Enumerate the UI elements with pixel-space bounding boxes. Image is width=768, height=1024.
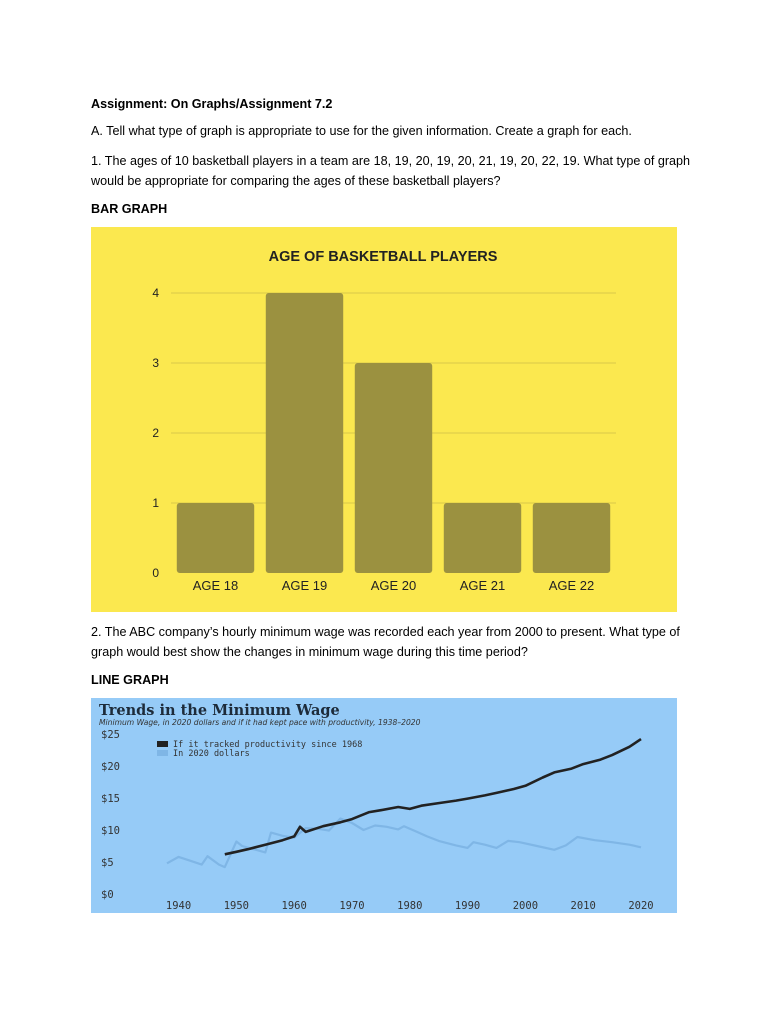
bar-chart-title: AGE OF BASKETBALL PLAYERS: [268, 249, 498, 265]
bar-x-tick-label: AGE 20: [370, 578, 417, 593]
line-chart-subtitle: Minimum Wage, in 2020 dollars and if it had kept pace with productivity, 1938–2020: [99, 718, 421, 727]
line-y-tick-label: $0: [101, 889, 114, 901]
bar-age-21: [444, 503, 521, 573]
line-x-tick-label: 2020: [628, 900, 654, 912]
legend-label-productivity: If it tracked productivity since 1968: [173, 740, 363, 750]
line-x-tick-label: 1960: [281, 900, 307, 912]
bar-x-tick-label: AGE 19: [281, 578, 328, 593]
legend-swatch-productivity: [157, 741, 168, 747]
bar-x-tick-label: AGE 21: [459, 578, 506, 593]
bar-x-tick-label: AGE 22: [548, 578, 595, 593]
bar-chart: [91, 227, 677, 612]
answer-2: LINE GRAPH: [91, 673, 169, 687]
line-chart-svg: [91, 698, 677, 913]
line-y-tick-label: $20: [101, 761, 120, 773]
question-2: 2. The ABC company’s hourly minimum wage was recorded each year from 2000 to present. What type of graph would best show the changes in minimum wage during this time period?: [91, 625, 680, 659]
line-x-tick-label: 1970: [339, 900, 365, 912]
line-x-tick-label: 1950: [223, 900, 250, 912]
bar-y-tick-label: 1: [152, 496, 159, 510]
line-x-tick-label: 1990: [454, 900, 481, 912]
bar-y-tick-label: 0: [152, 566, 159, 580]
bar-age-22: [533, 503, 610, 573]
line-y-tick-label: $10: [101, 825, 120, 837]
legend-label-2020-dollars: In 2020 dollars: [173, 749, 250, 759]
bar-age-20: [355, 363, 432, 573]
bar-age-19: [266, 293, 343, 573]
line-y-tick-label: $5: [101, 857, 114, 869]
line-x-tick-label: 1940: [165, 900, 192, 912]
bar-chart-svg: [91, 227, 677, 612]
line-x-tick-label: 2010: [570, 900, 596, 912]
line-y-tick-label: $15: [101, 793, 120, 805]
bar-x-tick-label: AGE 18: [192, 578, 239, 593]
line-series-2020-dollars: [167, 819, 641, 868]
line-chart-title: Trends in the Minimum Wage: [99, 702, 340, 719]
line-chart: [91, 698, 677, 913]
question-1: 1. The ages of 10 basketball players in a team are 18, 19, 20, 19, 20, 21, 19, 20, 22, 19. What type of graph would be appropriate for comparing the ages of these basketball players?: [91, 154, 691, 188]
line-x-tick-label: 1980: [397, 900, 423, 912]
bar-y-tick-label: 2: [152, 426, 159, 440]
bar-age-18: [177, 503, 254, 573]
line-x-tick-label: 2000: [512, 900, 539, 912]
legend-swatch-2020-dollars: [157, 750, 168, 756]
bar-y-tick-label: 3: [152, 356, 159, 370]
bar-y-tick-label: 4: [152, 286, 159, 300]
answer-1: BAR GRAPH: [91, 202, 168, 216]
line-y-tick-label: $25: [101, 729, 120, 741]
assignment-title: Assignment: On Graphs/Assignment 7.2: [91, 97, 333, 111]
instruction-text: A. Tell what type of graph is appropriate to use for the given information. Create a graph for each.: [91, 124, 632, 138]
